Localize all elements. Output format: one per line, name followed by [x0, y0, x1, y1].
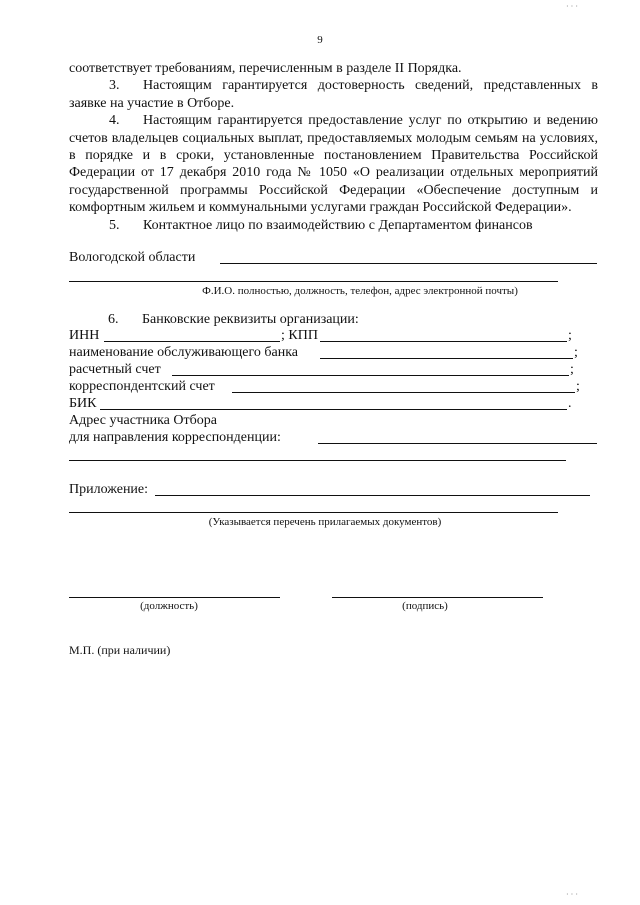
paragraph-3 — [69, 77, 598, 112]
paragraph-4-number: 4. — [109, 113, 120, 129]
account-semicolon: ; — [570, 362, 574, 377]
corr-account-semicolon: ; — [576, 379, 580, 394]
corr-account-field[interactable] — [232, 392, 575, 393]
address-field-extra[interactable] — [69, 460, 566, 461]
contact-person-field[interactable] — [220, 263, 597, 264]
scan-corner-mark-top: · · · — [566, 2, 578, 11]
contact-person-field-extra[interactable] — [69, 281, 558, 282]
seal-note: М.П. (при наличии) — [69, 643, 171, 657]
account-label: расчетный счет — [69, 362, 161, 377]
page-number: 9 — [317, 34, 323, 46]
signature-field[interactable] — [332, 597, 543, 598]
attachment-label: Приложение: — [69, 482, 149, 497]
main-paragraphs — [69, 60, 598, 234]
bik-field[interactable] — [100, 409, 567, 410]
position-caption: (должность) — [140, 600, 198, 612]
bik-label: БИК — [69, 396, 97, 411]
bank-heading: Банковские реквизиты организации: — [142, 312, 359, 327]
address-field[interactable] — [318, 443, 597, 444]
bank-name-label: наименование обслуживающего банка — [69, 345, 299, 360]
bank-name-field[interactable] — [320, 358, 573, 359]
kpp-label: ; КПП — [281, 328, 318, 343]
paragraph-3-number: 3. — [109, 78, 120, 94]
corr-account-label: корреспондентский счет — [69, 379, 215, 394]
position-field[interactable] — [69, 597, 280, 598]
signature-caption: (подпись) — [402, 600, 448, 612]
contact-caption: Ф.И.О. полностью, должность, телефон, адрес электронной почты) — [202, 285, 518, 297]
paragraph-5 — [69, 217, 598, 234]
attachment-field-extra[interactable] — [69, 512, 558, 513]
scan-corner-mark-bottom: · · · — [566, 890, 578, 899]
paragraph-5-line-1: Контактное лицо по взаимодействию с Департаментом финансов — [143, 217, 533, 233]
paragraph-5-number: 5. — [109, 217, 120, 233]
inn-field[interactable] — [104, 341, 280, 342]
contact-region-label: Вологодской области — [69, 250, 196, 265]
account-field[interactable] — [172, 375, 569, 376]
paragraph-6-number: 6. — [108, 312, 119, 327]
kpp-semicolon: ; — [568, 328, 572, 343]
bik-period: . — [568, 396, 572, 411]
kpp-field[interactable] — [320, 341, 567, 342]
bank-name-semicolon: ; — [574, 345, 578, 360]
address-label-line-2: для направления корреспонденции: — [69, 430, 281, 445]
paragraph-3-text: Настоящим гарантируется достоверность сведений, представленных в заявке на участие в Отборе. — [69, 78, 598, 111]
paragraph-continuation: соответствует требованиям, перечисленным в разделе II Порядка. — [69, 61, 462, 76]
inn-label: ИНН — [69, 328, 100, 343]
attachment-field[interactable] — [155, 495, 590, 496]
paragraph-4 — [69, 112, 598, 216]
address-label-line-1: Адрес участника Отбора — [69, 413, 217, 428]
paragraph-4-text: Настоящим гарантируется предоставление услуг по открытию и ведению счетов владельцев социальных выплат, предоставляемых молодым семьям на условиях, в порядке и в сроки, установленные постановлением Правительства Российской Федерации от 17 декабря 2010 года № 1050 «О реализации отдельных мероприятий государственной программы Российской Федерации «Обеспечение доступным и комфортным жильем и коммунальными услугами граждан Российской Федерации». — [69, 113, 598, 216]
attachment-caption: (Указывается перечень прилагаемых документов) — [208, 516, 442, 528]
